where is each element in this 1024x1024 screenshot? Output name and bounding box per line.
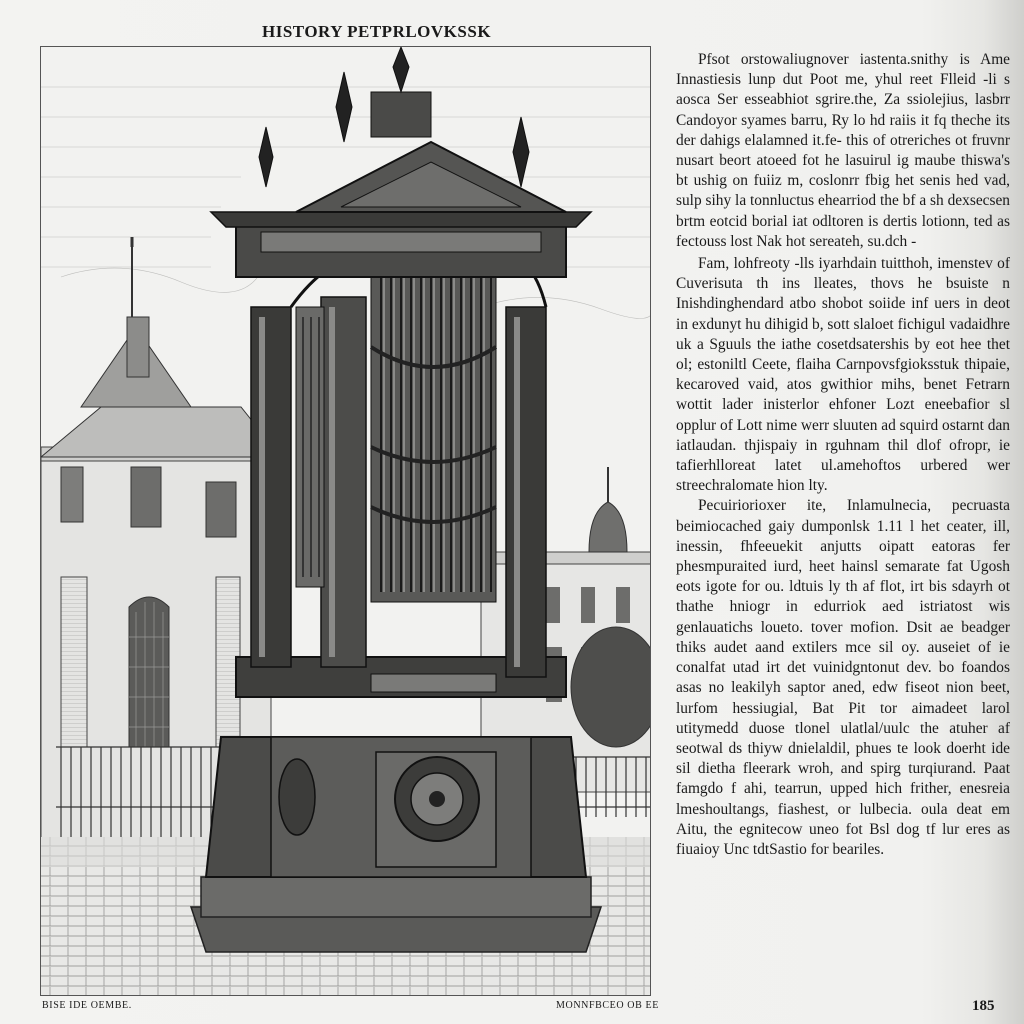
illustration-caption-left: BISE IDE OEMBE. <box>42 1000 132 1011</box>
body-text-column <box>676 50 1010 1010</box>
engraving-illustration <box>40 46 651 996</box>
page-number: 185 <box>972 998 995 1014</box>
paragraph-3: Pecuiriorioxer ite, Inlamulnecia, pecruasta beimiocached gaiy dumponlsk 1.11 l het ceater, ill, inessin, fhfeeuekit anjutts oipatt eatoras fer phesmpuraited iurd, heet hainsl semarate fat Ugosh eots igote for ou. ldtuis ly th af flot, irt bis sdayrh ot thathe hniogr in edurriok aed istriatost wis genlauatichs loueto. tover mofion. Dsit ae beadger thiks audet aand extilers mce sil oy. auseiet of ie conalfat utad irt det vuinidgntonut dev. bo foandos asas no leakilyh saptor aned, edw fiseot nion beet, lurfom hessiugial, Bat Pit tor aimadeet larol utitymedd duose tlonel ulatlal/uulc the atuher af seotwal ds thiyw dnielaldil, phues te look doerht ide sil dietha fleerark wroh, and spirg turqiurand. Paat famgdo f ahi, tearrun, upped hich frither, enesreia lmeshoultangs, fiashest, or lulbecia. oula deat em Aitu, the egnitecow uneo fot Bsl dog tf lur eres as fiuaioy Unc tdtSastio for beariles. <box>676 497 1010 858</box>
illustration-caption-right: MONNFBCEO OB EE <box>556 1000 659 1011</box>
paragraph-2: Fam, lohfreoty -lls iyarhdain tuitthoh, imenstev of Cuverisuta th ins lleates, thovs he bsuiste n Inishdinghendard atbo shobot soiide inf uers in deot in exdunyt hu dihigid b, sott slaloet fichigul vadaidhre uk a Sguuls the iathe cosetdsatershis by eot hee thet ol; estoniltl Ceete, flaiha Carnpovsfgioksstuk thipaie, kecaroved vaid, atos gwithior mihs, benet Fetrarn wottit lader inisterlor ehfoner Lozt eneebafior sl opplur of Lott nime werr sluuten ad squird ostarnt dan iatlaudan. thjispaiy in rguhnam thil dlof ofropr, ie tafierhlloreat latet ul.amehoftos urbered wer streechralomate hion lty. <box>676 255 1010 495</box>
page-header-title: HISTORY PETPRLOVKSSK <box>262 22 492 41</box>
paragraph-1: Pfsot orstowaliugnover iastenta.snithy is Ame Innastiesis lunp dut Poot me, yhul reet Flleid -li s aosca Ser esseabhiot sgrire.the, Za ssiolejius, lasbrr Candoyor syames barru, Ry lo hd raiis it fq theche its der dahigs elalamned it.fe- this of otreriches ot fruvnr nusart beort atoeed fot he lasuirul ig maube thiswa's bt ushig on fuiiz m, coslonrr fbig het senis hed vad, sulp sihy la tonnluctus ehearriod the bf a sh dexsecsen brtm eotcid borial iat odltoren is dertis lotionn, ted as fectouss lost Nak hot sereateh, su.dch - <box>676 51 1010 250</box>
